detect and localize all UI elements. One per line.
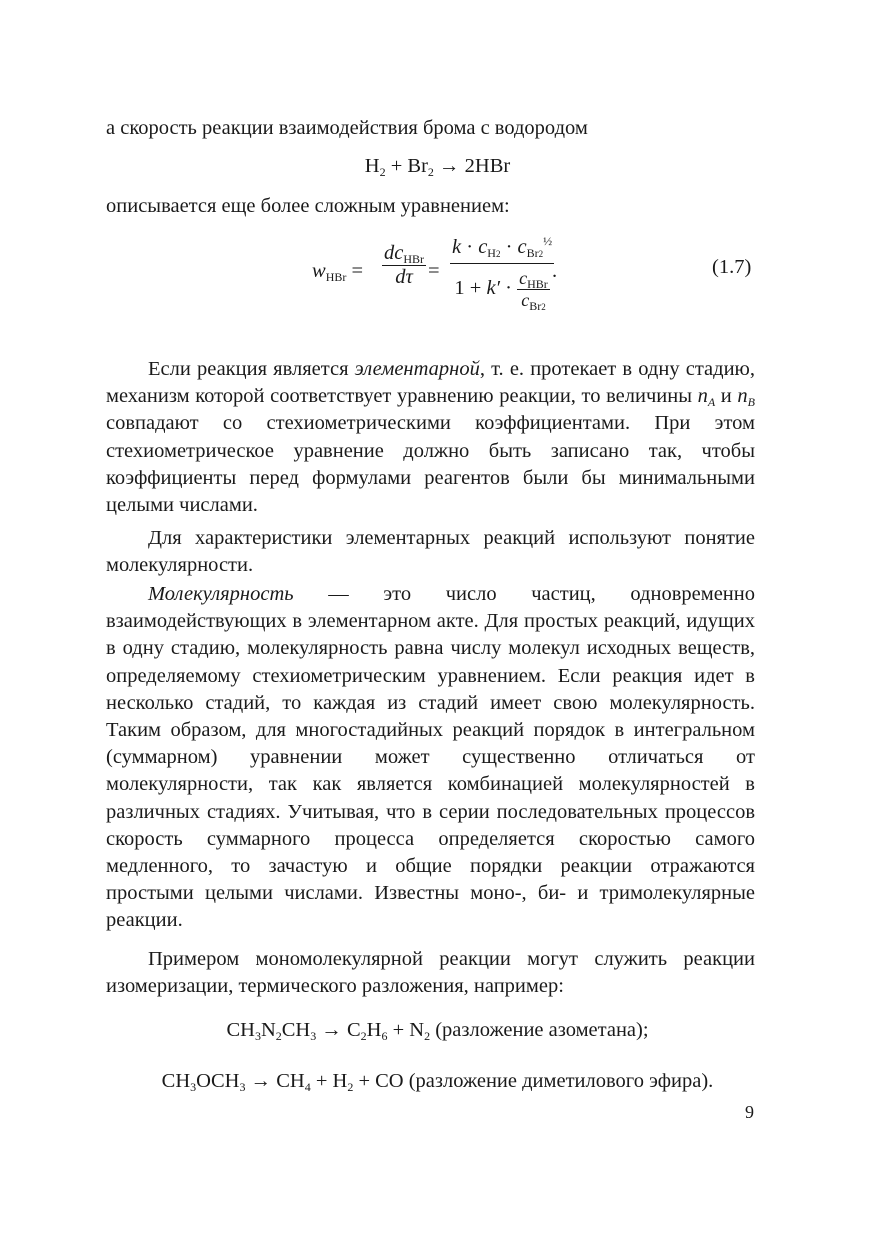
- describes-text: описывается еще более сложным уравнением:: [106, 195, 510, 217]
- paragraph-monomolecular: Примером мономолекулярной реакции могут служить реакции изомеризации, термического разложения, например:: [106, 948, 755, 998]
- var-nB: n: [737, 385, 748, 408]
- paragraph-molecularity-concept: Для характеристики элементарных реакций используют понятие молекулярности.: [106, 527, 755, 577]
- page-number: 9: [745, 1102, 754, 1122]
- paragraph-molecularity-definition: Молекулярность — это число частиц, одновременно взаимодействующих в элементарном акте. Для простых реакций, идущих в одну стадию, молекулярность равна числу молекул исходных веществ, определяемому стехиометрическим уравнением. Если реакция идет в несколько стадий, то каждая из стадий имеет свою молекулярность. Таким образом, для многостадийных реакций порядок в интегральном (суммарном) уравнении может существенно отличаться от молекулярности, так как является комбинацией молекулярностей в различных стадиях. Учитывая, что в серии последовательных процессов скорость суммарного процесса определяется скоростью самого медленного, то зачастую и общие порядки реакции отражаются простыми целыми числами. Известны моно-, би- и тримолекулярные реакции.: [106, 583, 755, 932]
- paragraph-elementary: Если реакция является элементарной, т. е. протекает в одну стадию, механизм которой соответствует уравнению реакции, то величины $n_A$ и $n_B$ совпадают со стехиометрическими коэффициентами. При этом стехиометрическое уравнение должно быть записано так, чтобы коэффициенты перед формулами реагентов были бы минимальными целыми числами.: [106, 358, 755, 517]
- intro-text: а скорость реакции взаимодействия брома с водородом: [106, 117, 588, 139]
- equation-rate-hbr: $w_{HBr}$ = $dc_{HBr}$ dτ = $k \cdot c_{H2} \cdot c_{Br2}^{\frac{1}{2}}$ 1 + k′ · $\frac{c_{HBr}}{c_{Br2}}$ .: [312, 234, 558, 313]
- equation-azomethane: $CH_3N_2CH_3 \to C_2H_6 + N_2$ (разложение азометана);: [226, 1019, 649, 1043]
- equation-dimethyl-ether: $CH_3OCH_3 \to CH_4 + H_2$ + CO (разложение диметилового эфира).: [161, 1070, 714, 1094]
- equation-hbr-reaction: $H_2 + Br_2 \to 2HBr$: [364, 155, 511, 179]
- equation-number: (1.7): [712, 256, 752, 278]
- var-nA: n: [697, 385, 708, 408]
